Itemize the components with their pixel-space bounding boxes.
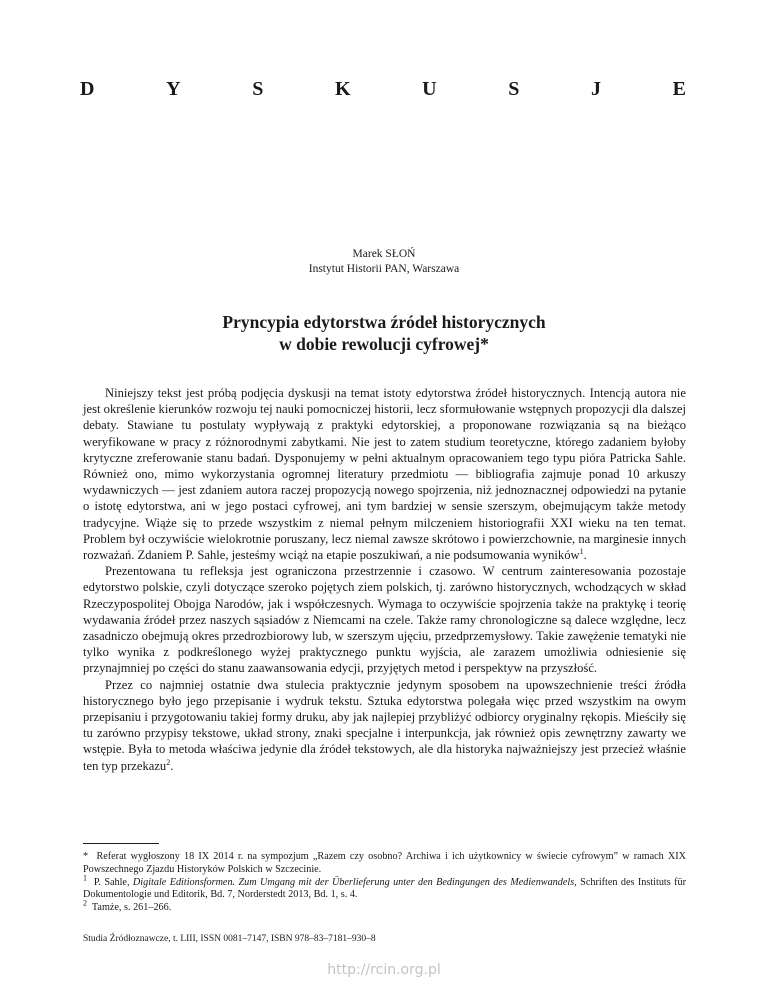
section-letter: D xyxy=(80,78,95,100)
section-letter: U xyxy=(422,78,437,100)
author-block xyxy=(0,247,768,277)
journal-imprint: Studia Źródłoznawcze, t. LIII, ISSN 0081–7147, ISBN 978–83–7181–930–8 xyxy=(83,934,376,944)
footnote-mark: 2 xyxy=(83,898,87,908)
footnote-mark: 1 xyxy=(83,873,87,883)
footnote-mark: * xyxy=(83,851,89,862)
section-letter: K xyxy=(334,78,351,100)
cited-title: Digitale Editionsformen. Zum Umgang mit der Überlieferung unter den Bedingungen des Medienwandels xyxy=(132,876,575,888)
section-letter: S xyxy=(252,78,264,100)
footnote: $^1$ P. Sahle, Digitale Editionsformen. Zum Umgang mit der Überlieferung unter den Bedingungen des Medienwandels, Schriften des Instituts für Dokumentologie und Editorik, Bd. 7, Norderstedt 2013, Bd. 1, s. 4. xyxy=(83,873,687,901)
author-name: Marek SŁOŃ xyxy=(352,248,416,260)
paragraph: Prezentowana tu refleksja jest ograniczona przestrzennie i czasowo. W centrum zainteresowania pozostaje edytorstwo polskie, czyli dotyczące szeroko pojętych ziem polskich, tj. zarówno historycznych, wchodzących w skład Rzeczypospolitej Obojga Narodów, jak i współczesnych. Wymaga to oczywiście spojrzenia także na praktykę i teorię wydawania źródeł przez naszych sąsiadów z Niemcami na czele. Także ramy chronologiczne są dalece względne, lecz zasadniczo obejmują okres przedrozbiorowy lub, w szerszym ujęciu, przedprzemysłowy. Takie zawężenie tematyki nie tylko wynika z podkreślonego wyżej praktycznego punktu wyjścia, ale zarazem umożliwia odniesienie się przynajmniej po części do stanu zaawansowania edycji, przyjętych metod i perspektyw na przyszłość. xyxy=(83,564,686,676)
paragraph: Przez co najmniej ostatnie dwa stulecia praktycznie jedynym sposobem na upowszechnienie treści źródła historycznego było jego przepisanie i wydruk tekstu. Sztuka edytorstwa polegała więc przed wszystkim na owym przepisaniu i przygotowaniu takiej formy druku, aby jak najlepiej przybliżyć odbiorcy oryginalny rękopis. Mieściły się tu zarówno przypisy tekstowe, układ strony, znaki specjalne i interpunkcja, jak również opis zewnętrzny zawarty we wstępie. Była to metoda właściwa jedynie dla źródeł tekstowych, ale dla historyka najważniejszy jest przecież właśnie ten typ przekazu$^2$. xyxy=(83,677,686,773)
title-line: Pryncypia edytorstwa źródeł historycznych xyxy=(222,312,546,332)
footnote: * Referat wygłoszony 18 IX 2014 r. na sympozjum „Razem czy osobno? Archiwa i ich użytkownicy w świecie cyfrowym” w ramach XIX Powszechnego Zjazdu Historyków Polskich w Szczecinie. xyxy=(83,851,687,875)
footnote-ref[interactable]: 1 xyxy=(579,546,584,556)
section-heading xyxy=(80,78,686,101)
article-title xyxy=(0,311,768,355)
footnote-separator xyxy=(83,843,159,844)
paragraph: Niniejszy tekst jest próbą podjęcia dyskusji na temat istoty edytorstwa źródeł historycznych. Intencją autora nie jest określenie kierunków rozwoju tej nauki pomocniczej historii, lecz sformułowanie wstępnych propozycji dla dalszej debaty. Stawiane tu postulaty wypływają z praktyki edytorskiej, a proponowane rozwiązania są na bieżąco weryfikowane w pracy z różnorodnymi zabytkami. Nie jest to zatem studium teoretyczne, którego zadaniem byłoby krytyczne zreferowanie stanu badań. Dysponujemy w pełni aktualnym opracowaniem tego typu pióra Patricka Sahle. Również ono, mimo wykorzystania ogromnej literatury przedmiotu — bibliografia zajmuje ponad 10 arkuszy wydawniczych — jest zdaniem autora raczej propozycją nowego spojrzenia, niż jednoznacznej odpowiedzi na pytanie o istotę edytorstwa, ani w jego postaci cyfrowej, ani tym bardziej w sensie szerszym, obejmującym także metody tradycyjne. Wiąże się to przede wszystkim z niemal pełnym milczeniem historiografii XXI wieku na ten temat. Problem był oczywiście wielokrotnie poruszany, lecz niemal zawsze skrótowo i powierzchownie, na marginesie innych rozważań. Zdaniem P. Sahle, jesteśmy wciąż na etapie poszukiwań, a nie podsumowania wyników$^1$. xyxy=(83,386,686,563)
title-line: w dobie rewolucji cyfrowej* xyxy=(279,334,489,354)
article-body xyxy=(83,385,686,774)
footnotes xyxy=(83,851,686,915)
footnote: $^2$ Tamże, s. 261–266. xyxy=(83,898,172,914)
section-letter: J xyxy=(591,78,602,100)
author-affiliation: Instytut Historii PAN, Warszawa xyxy=(308,263,460,275)
section-letter: Y xyxy=(166,78,181,100)
section-letter: S xyxy=(508,78,520,100)
section-letter: E xyxy=(672,78,686,100)
source-watermark[interactable]: http://rcin.org.pl xyxy=(327,962,441,978)
footnote-ref[interactable]: 2 xyxy=(166,757,171,767)
